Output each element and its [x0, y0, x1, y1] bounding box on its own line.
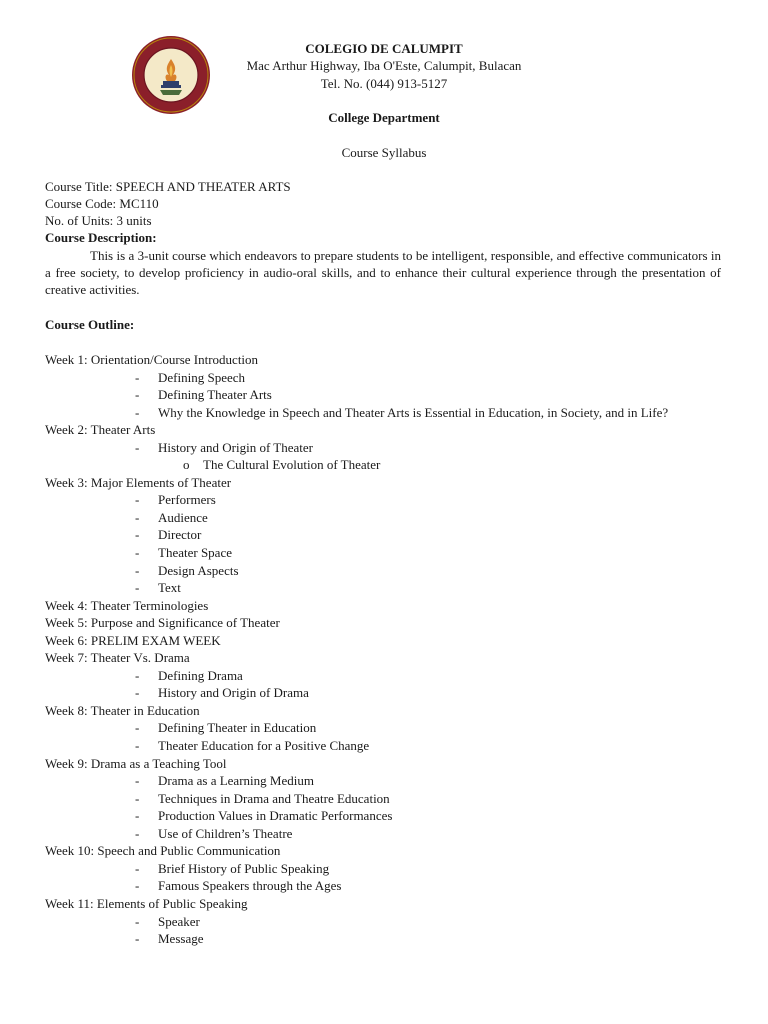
outline-item-text: Audience — [158, 509, 208, 525]
course-code: Course Code: MC110 — [45, 196, 159, 211]
outline-item-text: Production Values in Dramatic Performances — [158, 808, 393, 824]
outline-item-text: Why the Knowledge in Speech and Theater Arts is Essential in Education, in Society, and in Life? — [158, 404, 669, 420]
dash-bullet-icon: - — [135, 825, 140, 841]
outline-item — [45, 719, 725, 737]
dash-bullet-icon: - — [135, 387, 140, 403]
week-title: Week 6: PRELIM EXAM WEEK — [45, 632, 221, 648]
document-title: Course Syllabus — [341, 145, 427, 160]
course-description-text: This is a 3-unit course which endeavors to prepare students to be intelligent, responsible, and effective communicators in a free society, to develop proficiency in audio-oral skills, and to enhance their cultural experience through the presentation of creative activities. — [45, 248, 721, 298]
outline-item-text: Defining Theater in Education — [158, 720, 317, 736]
school-name: COLEGIO DE CALUMPIT — [305, 41, 463, 56]
outline-item-text: Message — [158, 931, 204, 947]
outline-item — [45, 913, 725, 931]
outline-subitem — [45, 456, 725, 474]
outline-item-text: Speaker — [158, 913, 200, 929]
week-title: Week 7: Theater Vs. Drama — [45, 650, 190, 666]
course-description-label: Course Description: — [45, 230, 157, 245]
dash-bullet-icon: - — [135, 562, 140, 578]
outline-item-text: Defining Theater Arts — [158, 387, 272, 403]
outline-item — [45, 877, 725, 895]
week-title: Week 2: Theater Arts — [45, 422, 156, 438]
week-title: Week 3: Major Elements of Theater — [45, 474, 232, 490]
outline-item — [45, 684, 725, 702]
course-units: No. of Units: 3 units — [45, 213, 152, 228]
course-title: Course Title: SPEECH AND THEATER ARTS — [45, 179, 291, 194]
course-outline — [45, 351, 725, 948]
course-outline-label: Course Outline: — [45, 317, 135, 332]
school-address: Mac Arthur Highway, Iba O'Este, Calumpit, Bulacan — [246, 58, 522, 73]
week-title: Week 1: Orientation/Course Introduction — [45, 352, 259, 367]
dash-bullet-icon: - — [135, 878, 140, 894]
dash-bullet-icon: - — [135, 369, 140, 385]
dash-bullet-icon: - — [135, 685, 140, 701]
week-title: Week 4: Theater Terminologies — [45, 597, 209, 613]
week-title: Week 11: Elements of Public Speaking — [45, 895, 248, 911]
outline-item-text: Director — [158, 527, 202, 543]
dash-bullet-icon: - — [135, 404, 140, 420]
dash-bullet-icon: - — [135, 860, 140, 876]
outline-item — [45, 860, 725, 878]
week-title: Week 10: Speech and Public Communication — [45, 843, 281, 859]
dash-bullet-icon: - — [135, 790, 140, 806]
outline-item — [45, 509, 725, 527]
outline-item-text: Defining Speech — [158, 369, 246, 385]
outline-item — [45, 737, 725, 755]
course-description — [45, 247, 721, 299]
outline-item-text: Famous Speakers through the Ages — [158, 878, 342, 894]
dash-bullet-icon: - — [135, 738, 140, 754]
outline-item — [45, 790, 725, 808]
dash-bullet-icon: - — [135, 667, 140, 683]
week-title: Week 8: Theater in Education — [45, 702, 200, 718]
dash-bullet-icon: - — [135, 439, 140, 455]
outline-item-text: History and Origin of Theater — [158, 439, 313, 455]
outline-item-text: Theater Space — [158, 545, 232, 561]
outline-item-text: Use of Children’s Theatre — [158, 825, 293, 841]
outline-item-text: Text — [158, 580, 181, 596]
outline-item — [45, 930, 725, 948]
dash-bullet-icon: - — [135, 492, 140, 508]
outline-item-text: History and Origin of Drama — [158, 685, 309, 701]
outline-item — [45, 526, 725, 544]
dash-bullet-icon: - — [135, 509, 140, 525]
dash-bullet-icon: - — [135, 913, 140, 929]
outline-item — [45, 579, 725, 597]
dash-bullet-icon: - — [135, 773, 140, 789]
outline-item — [45, 404, 725, 422]
outline-item-text: Defining Drama — [158, 667, 243, 683]
dash-bullet-icon: - — [135, 931, 140, 947]
outline-item — [45, 807, 725, 825]
outline-item — [45, 386, 725, 404]
week-title: Week 5: Purpose and Significance of Theater — [45, 615, 280, 631]
outline-item — [45, 491, 725, 509]
outline-item — [45, 544, 725, 562]
department-title: College Department — [328, 110, 440, 125]
outline-item — [45, 369, 725, 387]
outline-item-text: Performers — [158, 492, 216, 508]
outline-subitem-text: The Cultural Evolution of Theater — [203, 457, 381, 473]
dash-bullet-icon: - — [135, 527, 140, 543]
outline-item — [45, 439, 725, 457]
outline-item — [45, 825, 725, 843]
outline-item — [45, 772, 725, 790]
outline-item — [45, 562, 725, 580]
school-telephone: Tel. No. (044) 913-5127 — [320, 76, 448, 91]
week-title: Week 9: Drama as a Teaching Tool — [45, 755, 227, 771]
dash-bullet-icon: - — [135, 808, 140, 824]
outline-item-text: Drama as a Learning Medium — [158, 773, 314, 789]
dash-bullet-icon: - — [135, 545, 140, 561]
dash-bullet-icon: - — [135, 580, 140, 596]
outline-item-text: Design Aspects — [158, 562, 239, 578]
dash-bullet-icon: - — [135, 720, 140, 736]
circle-bullet-icon: o — [183, 457, 190, 473]
outline-item — [45, 667, 725, 685]
outline-item-text: Brief History of Public Speaking — [158, 860, 330, 876]
outline-item-text: Techniques in Drama and Theatre Education — [158, 790, 390, 806]
outline-item-text: Theater Education for a Positive Change — [158, 738, 370, 754]
